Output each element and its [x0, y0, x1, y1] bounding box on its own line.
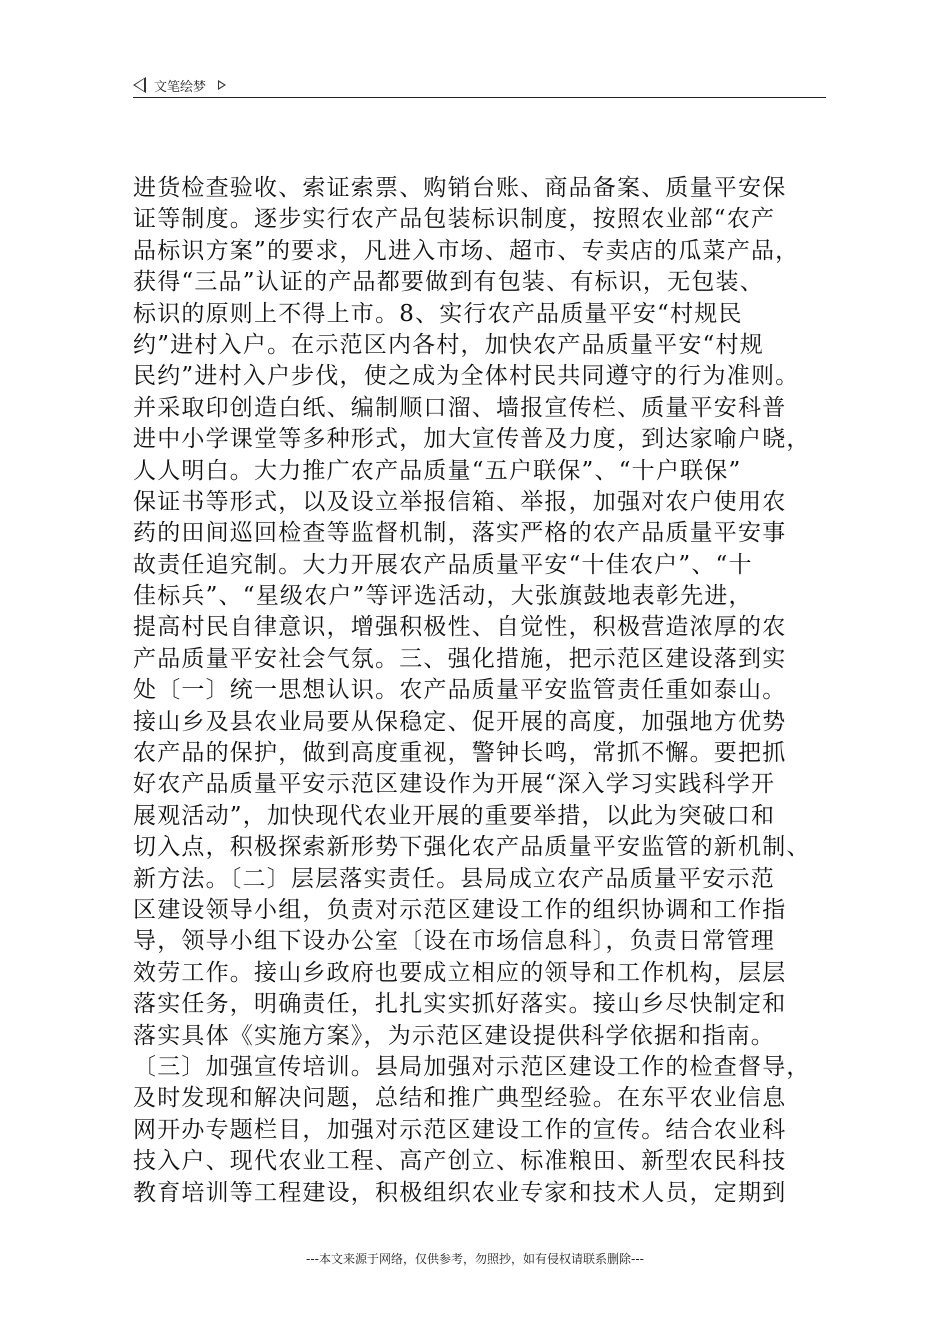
- body-line: 约”进村入户。在示范区内各村，加快农产品质量平安“村规: [133, 331, 764, 358]
- body-line: 人人明白。大力推广农产品质量“五户联保”、“十户联保”: [133, 457, 742, 484]
- body-line: 产品质量平安社会气氛。三、强化措施，把示范区建设落到实: [133, 645, 787, 672]
- body-line: 处〔一〕统一思想认识。农产品质量平安监管责任重如泰山。: [133, 677, 787, 704]
- body-line: 证等制度。逐步实行农产品包装标识制度，按照农业部“农产: [133, 206, 776, 233]
- right-triangle-icon: [218, 80, 226, 90]
- footer-disclaimer: ---本文来源于网络，仅供参考，勿照抄，如有侵权请联系删除---: [306, 1252, 644, 1266]
- body-line: 新方法。〔二〕层层落实责任。县局成立农产品质量平安示范: [133, 865, 775, 892]
- body-line: 故责任追究制。大力开展农产品质量平安“十佳农户”、“十: [133, 551, 753, 578]
- body-line: 民约”进村入户步伐，使之成为全体村民共同遵守的行为准则。: [133, 363, 800, 390]
- body-line: 药的田间巡回检查等监督机制，落实严格的农产品质量平安事: [133, 520, 787, 547]
- body-line: 佳标兵”、“星级农户”等评选活动，大张旗鼓地表彰先进，: [133, 583, 753, 610]
- body-line: 并采取印创造白纸、编制顺口溜、墙报宣传栏、质量平安科普: [133, 394, 787, 421]
- body-line: 获得“三品”认证的产品都要做到有包装、有标识，无包装、: [133, 269, 764, 296]
- page-header: [133, 74, 226, 96]
- header-divider: [133, 97, 826, 98]
- body-line: 好农产品质量平安示范区建设作为开展“深入学习实践科学开: [133, 771, 776, 798]
- body-line: 品标识方案”的要求，凡进入市场、超市、专卖店的瓜菜产品，: [133, 237, 800, 264]
- left-triangle-icon: [133, 77, 146, 93]
- body-line: 标识的原则上不得上市。8、实行农产品质量平安“村规民: [133, 300, 743, 327]
- body-line: 技入户、现代农业工程、高产创立、标准粮田、新型农民科技: [133, 1148, 787, 1175]
- body-line: 〔三〕加强宣传培训。县局加强对示范区建设工作的检查督导，: [133, 1053, 811, 1080]
- body-line: 教育培训等工程建设，积极组织农业专家和技术人员，定期到: [133, 1179, 787, 1206]
- body-line: 提高村民自律意识，增强积极性、自觉性，积极营造浓厚的农: [133, 614, 787, 641]
- body-line: 进货检查验收、索证索票、购销台账、商品备案、质量平安保: [133, 175, 787, 201]
- body-line: 落实任务，明确责任，扎扎实实抓好落实。接山乡尽快制定和: [133, 991, 787, 1018]
- body-line: 接山乡及县农业局要从保稳定、促开展的高度，加强地方优势: [133, 708, 787, 735]
- body-line: 及时发现和解决问题，总结和推广典型经验。在东平农业信息: [133, 1085, 787, 1112]
- body-line: 展观活动”，加快现代农业开展的重要举措，以此为突破口和: [133, 802, 776, 829]
- header-brand: 文笔绘梦: [154, 79, 207, 95]
- body-line: 进中小学课堂等多种形式，加大宣传普及力度，到达家喻户晓，: [133, 426, 811, 453]
- body-line: 导，领导小组下设办公室〔设在市场信息科〕，负责日常管理: [133, 928, 775, 955]
- body-line: 切入点，积极探索新形势下强化农产品质量平安监管的新机制、: [133, 834, 811, 861]
- body-line: 保证书等形式，以及设立举报信箱、举报，加强对农户使用农: [133, 488, 787, 515]
- body-line: 农产品的保护，做到高度重视，警钟长鸣，常抓不懈。要把抓: [133, 740, 787, 767]
- body-line: 区建设领导小组，负责对示范区建设工作的组织协调和工作指: [133, 896, 787, 923]
- body-line: 落实具体《实施方案》，为示范区建设提供科学依据和指南。: [133, 1022, 775, 1049]
- document-body: [133, 173, 833, 1209]
- body-line: 效劳工作。接山乡政府也要成立相应的领导和工作机构，层层: [133, 959, 787, 986]
- body-line: 网开办专题栏目，加强对示范区建设工作的宣传。结合农业科: [133, 1116, 787, 1143]
